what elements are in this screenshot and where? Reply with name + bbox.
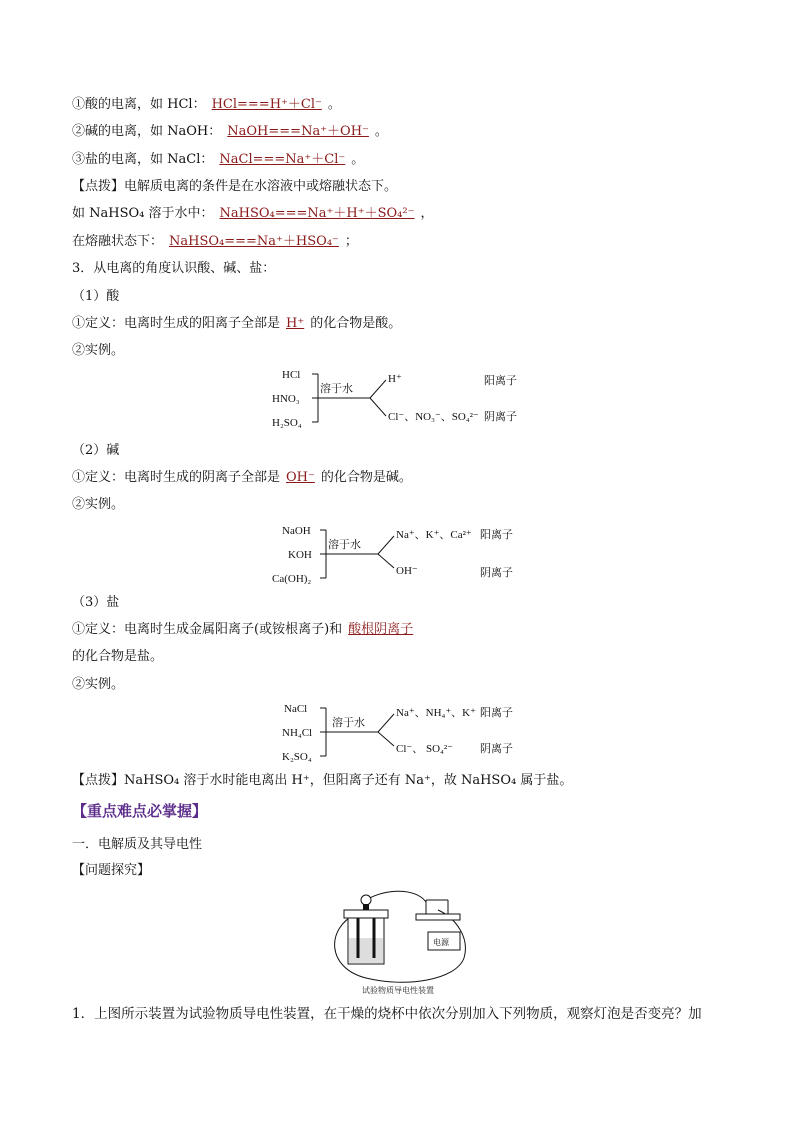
- acid-ionization-suffix: 。: [327, 97, 341, 112]
- tip-electrolyte-condition: 【点拨】电解质电离的条件是在水溶液中或熔融状态下。: [72, 179, 398, 194]
- acid-definition: [72, 315, 401, 333]
- base-ionization-diagram: [260, 520, 540, 594]
- acid-ionization-line: [72, 96, 341, 114]
- base-ionization-line: [72, 123, 388, 141]
- base-input-3: Ca(OH)₂: [272, 573, 312, 585]
- base-anion: OH⁻: [396, 565, 418, 577]
- salt-ionization-suffix: 。: [351, 152, 365, 167]
- acid-def-suffix: 的化合物是酸。: [310, 316, 402, 331]
- beaker-lid: [344, 910, 388, 918]
- base-anion-label: 阴离子: [480, 567, 513, 579]
- apparatus-caption: 试验物质导电性装置: [362, 986, 434, 995]
- base-def-answer: OH⁻: [286, 470, 315, 485]
- salt-ionization-prefix: ③盐的电离，如 NaCl：: [72, 152, 214, 167]
- base-heading: （2）碱: [72, 443, 120, 458]
- base-input-1: NaOH: [282, 525, 311, 537]
- topic-electrolyte-conductivity: 一．电解质及其导电性: [72, 837, 203, 852]
- acid-example-label: ②实例。: [72, 343, 125, 358]
- base-example-label: ②实例。: [72, 497, 125, 512]
- acid-input-2: HNO₃: [272, 393, 300, 405]
- acid-ionization-diagram: [260, 364, 540, 438]
- salt-cation-label: 阳离子: [480, 707, 513, 719]
- acid-def-answer: H⁺: [286, 316, 305, 331]
- tip-nahso4-salt: 【点拨】NaHSO₄ 溶于水时能电离出 H⁺，但阳离子还有 Na⁺，故 NaHSO₄ 属于盐。: [72, 773, 573, 788]
- salt-input-1: NaCl: [284, 703, 308, 715]
- base-definition: [72, 469, 412, 487]
- nahso4-water-answer: NaHSO₄===Na⁺＋H⁺＋SO₄²⁻: [219, 206, 415, 221]
- acid-anion: Cl⁻、NO₃⁻、SO₄²⁻: [388, 411, 479, 423]
- salt-input-3: K₂SO₄: [282, 751, 312, 763]
- conductivity-apparatus-figure: [326, 888, 476, 988]
- section3-title: 3．从电离的角度认识酸、碱、盐：: [72, 261, 276, 276]
- acid-def-prefix: ①定义：电离时生成的阳离子全部是: [72, 316, 281, 331]
- base-ionization-answer: NaOH===Na⁺＋OH⁻: [227, 124, 369, 139]
- base-cation-label: 阳离子: [480, 529, 513, 541]
- acid-input-1: HCl: [282, 369, 301, 381]
- nahso4-molten-answer: NaHSO₄===Na⁺＋HSO₄⁻: [169, 234, 339, 249]
- salt-def-answer: 酸根阴离子: [348, 622, 414, 637]
- base-ionization-prefix: ②碱的电离，如 NaOH：: [72, 124, 222, 139]
- inquiry-label: 【问题探究】: [72, 863, 151, 878]
- acid-ionization-prefix: ①酸的电离，如 HCl：: [72, 97, 206, 112]
- nahso4-water-suffix: ，: [420, 206, 434, 221]
- salt-cation: Na⁺、NH₄⁺、K⁺: [396, 707, 476, 719]
- salt-anion-label: 阴离子: [480, 743, 513, 755]
- nahso4-molten-line: [72, 233, 358, 251]
- salt-heading: （3）盐: [72, 595, 120, 610]
- key-points-heading: 【重点难点必掌握】: [72, 802, 208, 820]
- salt-input-2: NH₄Cl: [282, 727, 313, 739]
- salt-definition: [72, 621, 419, 639]
- salt-ionization-answer: NaCl===Na⁺＋Cl⁻: [219, 152, 346, 167]
- nahso4-molten-prefix: 在熔融状态下：: [72, 234, 164, 249]
- salt-def-suffix: 的化合物是盐。: [72, 649, 164, 664]
- switch-base: [416, 914, 460, 920]
- salt-example-label: ②实例。: [72, 677, 125, 692]
- acid-process-label: 溶于水: [320, 383, 353, 395]
- base-def-suffix: 的化合物是碱。: [320, 470, 412, 485]
- salt-ionization-line: [72, 151, 364, 169]
- salt-process-label: 溶于水: [332, 717, 365, 729]
- base-def-prefix: ①定义：电离时生成的阴离子全部是: [72, 470, 281, 485]
- bulb-icon: [361, 895, 371, 905]
- nahso4-water-line: [72, 205, 433, 223]
- base-process-label: 溶于水: [328, 539, 361, 551]
- acid-anion-label: 阴离子: [484, 411, 517, 423]
- question-1: 1．上图所示装置为试验物质导电性装置，在干燥的烧杯中依次分别加入下列物质，观察灯泡是否变亮？加: [72, 1006, 702, 1022]
- power-supply-label: 电源: [433, 938, 449, 947]
- salt-def-prefix: ①定义：电离时生成金属阳离子(或铵根离子)和: [72, 622, 343, 637]
- acid-heading: （1）酸: [72, 289, 120, 304]
- base-cation: Na⁺、K⁺、Ca²⁺: [396, 529, 472, 541]
- nahso4-molten-suffix: ；: [344, 234, 358, 249]
- acid-input-3: H₂SO₄: [272, 417, 302, 429]
- acid-cation: H⁺: [388, 373, 402, 385]
- acid-ionization-answer: HCl===H⁺＋Cl⁻: [211, 97, 322, 112]
- salt-anion: Cl⁻、 SO₄²⁻: [396, 743, 453, 755]
- base-ionization-suffix: 。: [374, 124, 388, 139]
- salt-ionization-diagram: [260, 698, 540, 772]
- acid-cation-label: 阳离子: [484, 375, 517, 387]
- base-input-2: KOH: [288, 549, 312, 561]
- nahso4-water-prefix: 如 NaHSO₄ 溶于水中：: [72, 206, 214, 221]
